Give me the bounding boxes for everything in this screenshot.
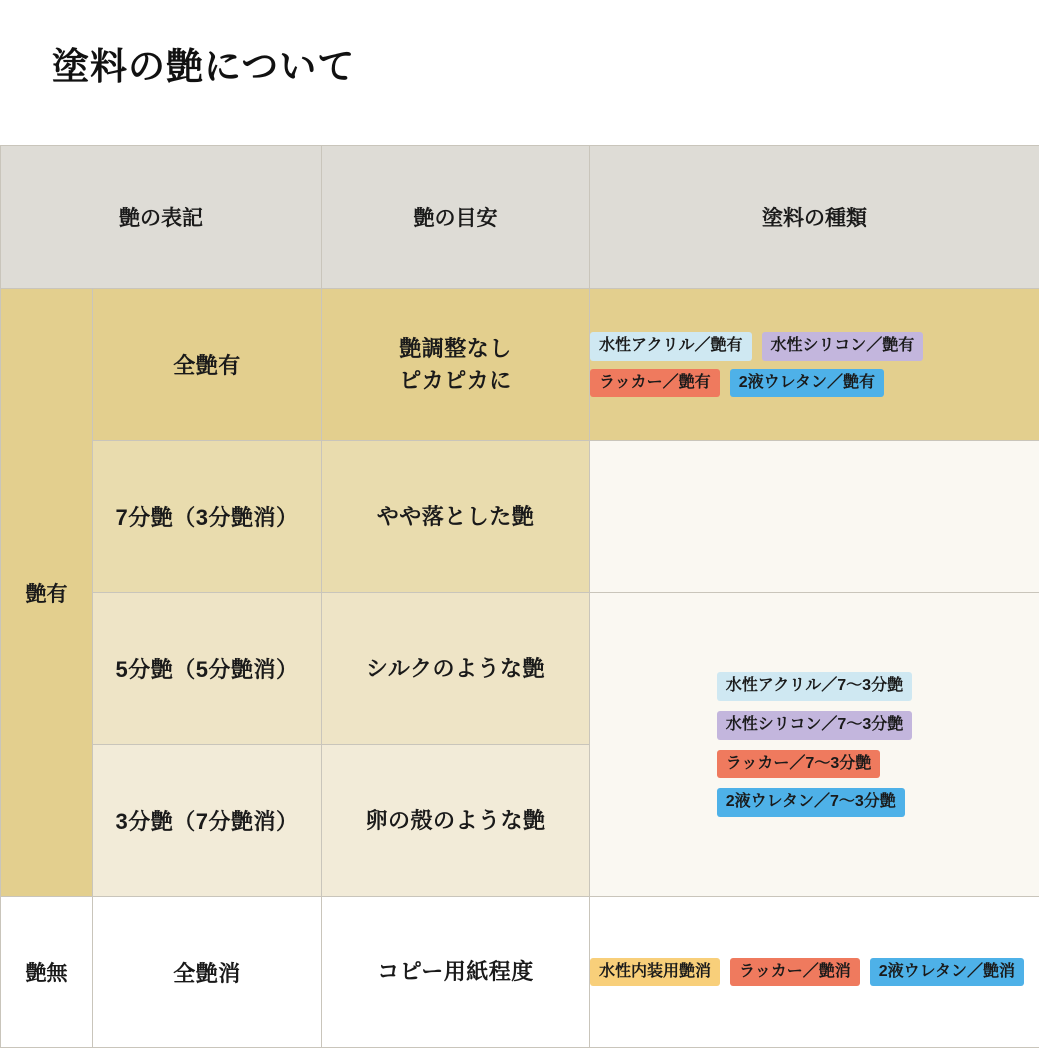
table-body bbox=[1, 289, 1039, 1048]
column-header-paint-types: 塗料の種類 bbox=[590, 146, 1039, 289]
gloss-name: 全艶消 bbox=[93, 897, 322, 1048]
table-header-row bbox=[1, 146, 1039, 289]
page-title: 塗料の艶について bbox=[52, 36, 355, 90]
table-row bbox=[1, 897, 1039, 1048]
gloss-guide-line1: 艶調整なし bbox=[322, 333, 589, 365]
paint-type-tags bbox=[590, 958, 1039, 987]
paint-tag: 2液ウレタン／艶消 bbox=[870, 958, 1024, 987]
gloss-name: 5分艶（5分艶消） bbox=[93, 593, 322, 745]
paint-tag: 水性アクリル／艶有 bbox=[590, 332, 752, 361]
paint-tag: ラッカー／艶有 bbox=[590, 369, 720, 398]
gloss-name: 3分艶（7分艶消） bbox=[93, 745, 322, 897]
paint-tag: 水性シリコン／艶有 bbox=[762, 332, 924, 361]
paint-tag: 2液ウレタン／艶有 bbox=[730, 369, 884, 398]
paint-tag: ラッカー／艶消 bbox=[730, 958, 860, 987]
paint-type-list bbox=[590, 441, 1039, 593]
table-row bbox=[1, 289, 1039, 441]
table-row bbox=[1, 593, 1039, 745]
gloss-guide: 卵の殻のような艶 bbox=[322, 745, 590, 897]
paint-tag: 水性アクリル／7〜3分艶 bbox=[717, 672, 912, 701]
paint-tag: 水性シリコン／7〜3分艶 bbox=[717, 711, 912, 740]
paint-tag: 2液ウレタン／7〜3分艶 bbox=[717, 788, 905, 817]
paint-tag: 水性内装用艶消 bbox=[590, 958, 720, 987]
gloss-guide bbox=[322, 289, 590, 441]
gloss-guide: コピー用紙程度 bbox=[322, 897, 590, 1048]
column-header-notation: 艶の表記 bbox=[1, 146, 322, 289]
paint-type-tags bbox=[590, 332, 1039, 397]
gloss-guide-line2: ピカピカに bbox=[322, 365, 589, 397]
table-row bbox=[1, 441, 1039, 593]
group-label-gloss: 艶有 bbox=[1, 289, 93, 897]
gloss-name: 7分艶（3分艶消） bbox=[93, 441, 322, 593]
paint-type-list bbox=[590, 593, 1039, 897]
table-header bbox=[1, 146, 1039, 289]
paint-type-list bbox=[590, 289, 1039, 441]
paint-type-tags bbox=[590, 672, 1039, 816]
gloss-name: 全艶有 bbox=[93, 289, 322, 441]
column-header-guide: 艶の目安 bbox=[322, 146, 590, 289]
paint-tag: ラッカー／7〜3分艶 bbox=[717, 750, 880, 779]
paint-type-list bbox=[590, 897, 1039, 1048]
gloss-guide: やや落とした艶 bbox=[322, 441, 590, 593]
gloss-guide: シルクのような艶 bbox=[322, 593, 590, 745]
gloss-table bbox=[0, 145, 1039, 1048]
group-label-matte: 艶無 bbox=[1, 897, 93, 1048]
